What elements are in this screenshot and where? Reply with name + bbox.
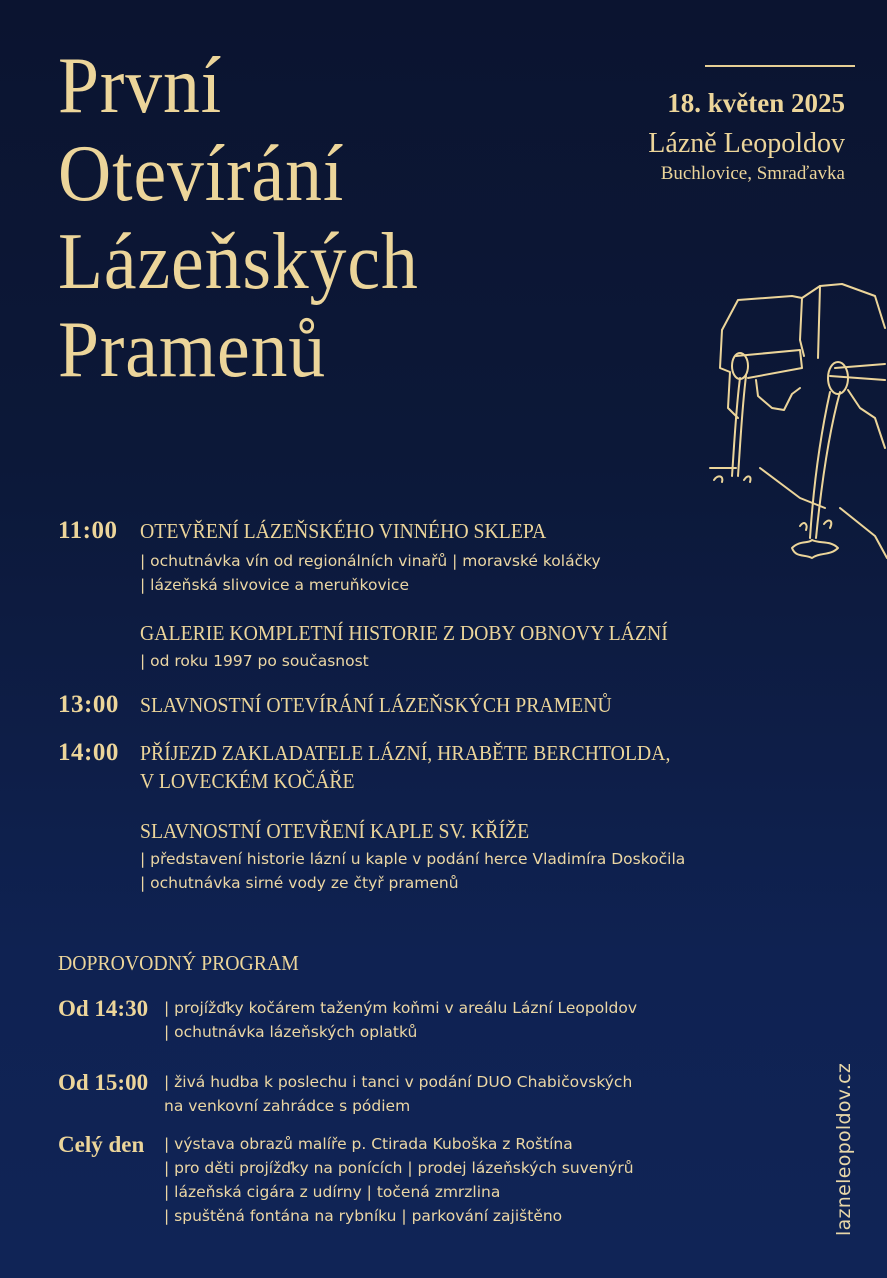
side-program-line: | lázeňská cigára z udírny | točená zmrzlina (164, 1183, 501, 1201)
schedule-detail: | od roku 1997 po současnost (140, 652, 369, 670)
schedule-heading: SLAVNOSTNÍ OTEVŘENÍ KAPLE SV. KŘÍŽE (140, 819, 530, 843)
title-line: První (58, 42, 223, 130)
side-program-line: | výstava obrazů malíře p. Ctirada Kuboška z Roštína (164, 1135, 573, 1153)
side-program-item (58, 1132, 758, 1228)
schedule-time: 13:00 (58, 691, 119, 718)
schedule-item (58, 739, 818, 795)
side-program-line: | živá hudba k poslechu i tanci v podání DUO Chabičovských (164, 1073, 633, 1091)
side-program-time: Od 14:30 (58, 996, 149, 1021)
event-town: Buchlovice, Smraďavka (660, 163, 845, 184)
side-program-line: | ochutnávka lázeňských oplatků (164, 1023, 418, 1041)
side-program-item (58, 996, 758, 1044)
side-program-time: Celý den (58, 1132, 145, 1157)
schedule-detail: | ochutnávka sirné vody ze čtyř pramenů (140, 874, 459, 892)
title-line: Otevírání (58, 130, 345, 218)
schedule-heading: GALERIE KOMPLETNÍ HISTORIE Z DOBY OBNOVY LÁZNÍ (140, 621, 668, 645)
event-title (58, 42, 419, 394)
schedule-time: 11:00 (58, 517, 118, 544)
event-date: 18. květen 2025 (667, 88, 845, 118)
schedule-time: 14:00 (58, 739, 119, 766)
schedule-detail: | ochutnávka vín od regionálních vinařů | moravské koláčky (140, 552, 601, 570)
side-program-line: | projížďky kočárem taženým koňmi v areálu Lázní Leopoldov (164, 999, 638, 1017)
side-program-line: | spuštěná fontána na rybníku | parkování zajištěno (164, 1207, 563, 1225)
title-line: Lázeňských (58, 218, 419, 306)
schedule-detail: | představení historie lázní u kaple v podání herce Vladimíra Doskočila (140, 850, 686, 868)
website-link[interactable]: lazneleopoldov.cz (833, 1062, 855, 1236)
schedule-item (58, 691, 818, 719)
schedule-item (58, 619, 818, 673)
side-program-line: na venkovní zahrádce s pódiem (164, 1097, 411, 1115)
side-program-item (58, 1070, 758, 1118)
schedule (58, 517, 818, 895)
divider-line (705, 65, 855, 67)
event-info (648, 86, 845, 186)
schedule-item (58, 517, 818, 597)
schedule-item (58, 817, 818, 895)
side-program-line: | pro děti projížďky na ponících | prodej lázeňských suvenýrů (164, 1159, 634, 1177)
side-program-time: Od 15:00 (58, 1070, 149, 1095)
schedule-heading: OTEVŘENÍ LÁZEŇSKÉHO VINNÉHO SKLEPA (140, 519, 547, 543)
event-place: Lázně Leopoldov (648, 128, 845, 159)
title-line: Pramenů (58, 306, 327, 394)
side-program-heading: DOPROVODNÝ PROGRAM (58, 951, 299, 975)
schedule-heading: SLAVNOSTNÍ OTEVÍRÁNÍ LÁZEŇSKÝCH PRAMENŮ (140, 693, 612, 717)
schedule-heading-cont: V LOVECKÉM KOČÁŘE (140, 769, 355, 793)
schedule-detail: | lázeňská slivovice a meruňkovice (140, 576, 409, 594)
schedule-heading: PŘÍJEZD ZAKLADATELE LÁZNÍ, HRABĚTE BERCHTOLDA, (140, 741, 671, 765)
